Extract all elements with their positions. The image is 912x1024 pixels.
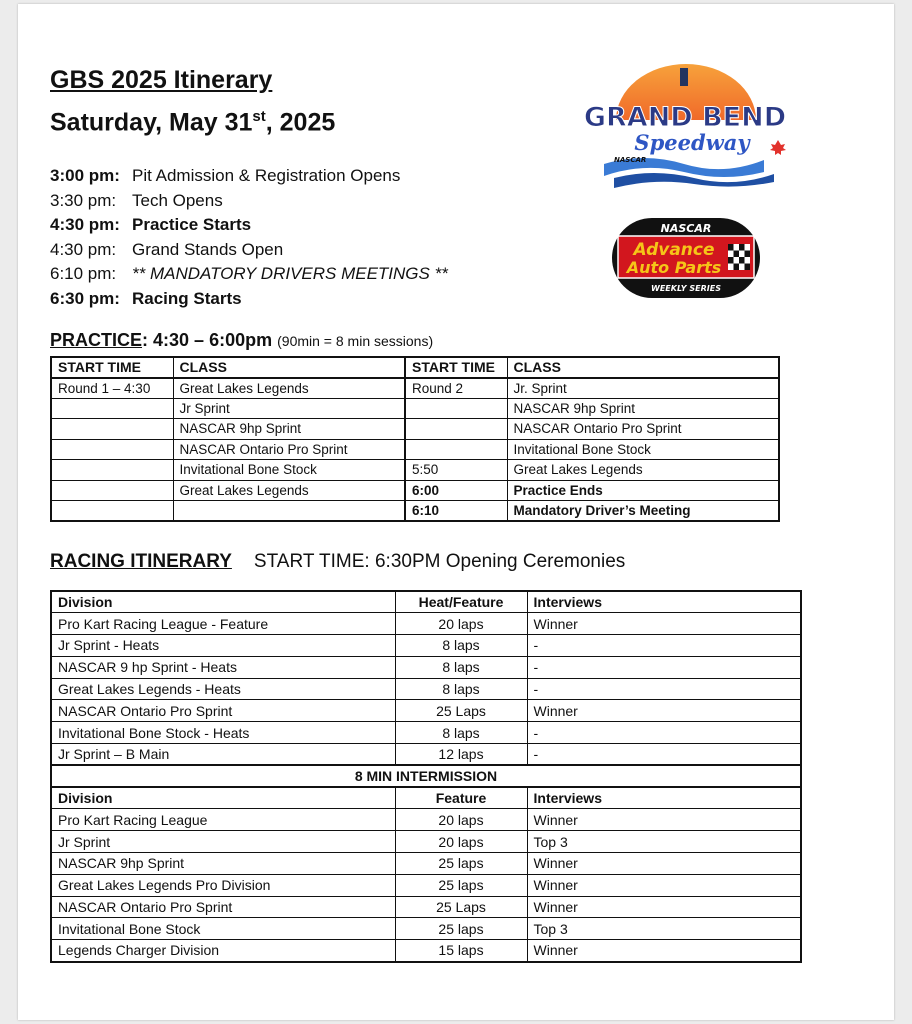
table-row: NASCAR Ontario Pro Sprint 25 Laps Winner [51, 700, 801, 722]
table-row: Pro Kart Racing League 20 laps Winner [51, 809, 801, 831]
schedule-item: 6:10 pm: ** MANDATORY DRIVERS MEETINGS ** [50, 264, 448, 283]
table-row: Jr Sprint NASCAR 9hp Sprint [51, 398, 779, 419]
schedule-item: 4:30 pm: Grand Stands Open [50, 239, 284, 259]
table-row: Invitational Bone Stock 5:50 Great Lakes Legends [51, 460, 779, 481]
column-header: Division [51, 787, 395, 809]
schedule-item: 6:30 pm: Racing Starts [50, 288, 242, 308]
table-row: NASCAR 9hp Sprint 25 laps Winner [51, 853, 801, 875]
racing-table [50, 590, 802, 963]
grand-bend-speedway-logo [574, 60, 796, 196]
table-row: Invitational Bone Stock - Heats 8 laps - [51, 722, 801, 744]
table-row: NASCAR Ontario Pro Sprint 25 Laps Winner [51, 896, 801, 918]
column-header: Interviews [527, 591, 801, 613]
column-header: START TIME [405, 357, 507, 378]
logo-text: Advance [633, 240, 715, 260]
table-row: Great Lakes Legends - Heats 8 laps - [51, 678, 801, 700]
logo-text: WEEKLY SERIES [651, 284, 721, 293]
table-row: Jr Sprint – B Main 12 laps - [51, 744, 801, 766]
column-header: CLASS [507, 357, 779, 378]
checkered-flag-icon [728, 244, 750, 270]
table-row: Pro Kart Racing League - Feature 20 laps Winner [51, 613, 801, 635]
column-header: Heat/Feature [395, 591, 527, 613]
racing-heading: RACING ITINERARY START TIME: 6:30PM Opening Ceremonies [50, 551, 626, 572]
column-header: Interviews [527, 787, 801, 809]
schedule-item: 3:30 pm: Tech Opens [50, 190, 223, 210]
table-row: Jr Sprint - Heats 8 laps - [51, 635, 801, 657]
table-row: Invitational Bone Stock 25 laps Top 3 [51, 918, 801, 940]
logo-text: NASCAR [614, 156, 647, 164]
column-header: START TIME [51, 357, 173, 378]
event-schedule [50, 164, 448, 311]
table-row: Legends Charger Division 15 laps Winner [51, 940, 801, 962]
table-row: 6:10 Mandatory Driver’s Meeting [51, 501, 779, 522]
table-row: Jr Sprint 20 laps Top 3 [51, 831, 801, 853]
advance-auto-parts-weekly-series-logo [604, 214, 768, 302]
column-header: Division [51, 591, 395, 613]
logo-text: Auto Parts [626, 258, 722, 277]
schedule-item: 3:00 pm: Pit Admission & Registration Opens [50, 166, 401, 185]
intermission-row: 8 MIN INTERMISSION [51, 765, 801, 787]
table-row: NASCAR Ontario Pro Sprint Invitational Bone Stock [51, 439, 779, 460]
table-header-row [51, 357, 779, 378]
table-row: NASCAR 9hp Sprint NASCAR Ontario Pro Sprint [51, 419, 779, 440]
column-header: CLASS [173, 357, 405, 378]
practice-table [50, 356, 780, 522]
logo-text: NASCAR [660, 222, 712, 235]
event-date: Saturday, May 31st, 2025 [50, 108, 336, 137]
schedule-item: 4:30 pm: Practice Starts [50, 215, 252, 234]
table-row: Round 1 – 4:30 Great Lakes Legends Round 2 Jr. Sprint [51, 378, 779, 399]
table-row: NASCAR 9 hp Sprint - Heats 8 laps - [51, 656, 801, 678]
document-title: GBS 2025 Itinerary [50, 66, 273, 94]
column-header: Feature [395, 787, 527, 809]
table-header-row [51, 787, 801, 809]
table-header-row [51, 591, 801, 613]
table-row: Great Lakes Legends 6:00 Practice Ends [51, 480, 779, 501]
practice-heading: PRACTICE: 4:30 – 6:00pm (90min = 8 min sessions) [50, 330, 434, 350]
logo-text: Speedway [634, 130, 750, 155]
table-row: Great Lakes Legends Pro Division 25 laps Winner [51, 874, 801, 896]
logo-text: GRAND BEND [583, 102, 787, 133]
